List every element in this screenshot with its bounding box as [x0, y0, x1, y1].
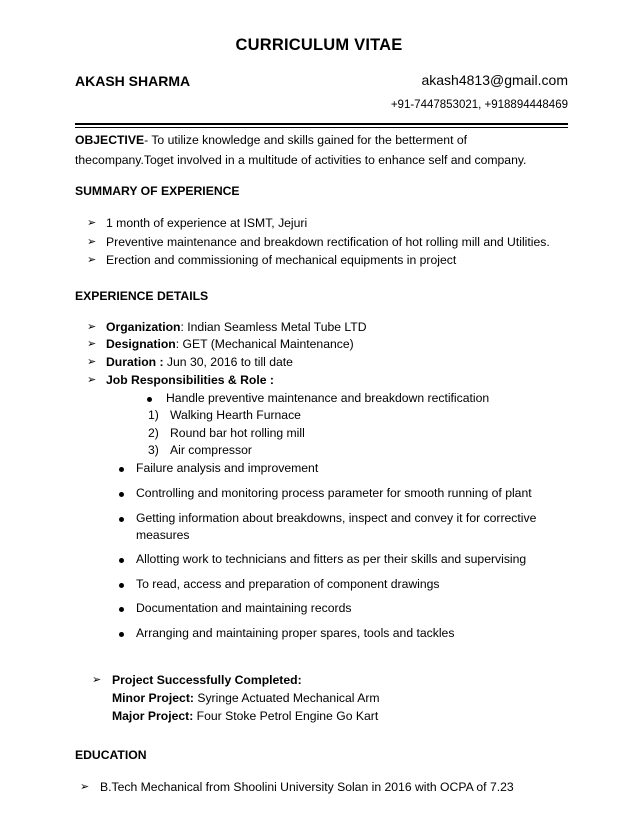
education-item: B.Tech Mechanical from Shoolini University Solan in 2016 with OCPA of 7.23 [100, 780, 514, 794]
responsibility-item: Arranging and maintaining proper spares, tools and tackles [136, 626, 455, 640]
duration-line [106, 355, 293, 369]
arrow-bullet-icon: ➢ [92, 674, 102, 686]
responsibility-item: To read, access and preparation of component drawings [136, 577, 440, 591]
sub-item-number: 3) [148, 443, 159, 457]
major-project-label: Major Project: [112, 709, 194, 723]
experience-heading: EXPERIENCE DETAILS [75, 289, 209, 303]
responsibility-item: Getting information about breakdowns, inspect and convey it for corrective [136, 511, 537, 525]
designation-value: : GET (Mechanical Maintenance) [175, 337, 354, 351]
responsibilities-label: Job Responsibilities & Role : [106, 373, 274, 387]
duration-value: Jun 30, 2016 to till date [163, 355, 293, 369]
bullet-icon [147, 397, 152, 402]
responsibility-item: Handle preventive maintenance and breakdown rectification [166, 391, 490, 405]
candidate-phone: +91-7447853021, +918894448469 [390, 99, 568, 111]
header-rule-thin [75, 127, 568, 128]
bullet-icon [119, 558, 124, 563]
summary-item: 1 month of experience at ISMT, Jejuri [106, 216, 308, 230]
objective-label: OBJECTIVE [75, 133, 145, 147]
arrow-bullet-icon: ➢ [87, 217, 97, 229]
responsibility-item: Controlling and monitoring process parameter for smooth running of plant [136, 486, 532, 500]
sub-item-number: 2) [148, 426, 159, 440]
document-title: CURRICULUM VITAE [235, 36, 403, 54]
organization-value: : Indian Seamless Metal Tube LTD [180, 320, 367, 334]
minor-project-value: Syringe Actuated Mechanical Arm [193, 691, 380, 705]
projects-label: Project Successfully Completed: [112, 673, 302, 687]
responsibility-item: Documentation and maintaining records [136, 601, 352, 615]
minor-project-line [112, 691, 380, 705]
responsibility-item: Failure analysis and improvement [136, 461, 319, 475]
major-project-line [112, 709, 378, 723]
sub-item: Round bar hot rolling mill [170, 426, 305, 440]
arrow-bullet-icon: ➢ [80, 781, 90, 793]
sub-item-number: 1) [148, 408, 159, 422]
sub-item: Air compressor [170, 443, 252, 457]
header-rule-thick [75, 123, 568, 125]
bullet-icon [119, 517, 124, 522]
arrow-bullet-icon: ➢ [87, 374, 97, 386]
responsibility-item-continuation: measures [136, 528, 190, 542]
sub-item: Walking Hearth Furnace [170, 408, 301, 422]
arrow-bullet-icon: ➢ [87, 321, 97, 333]
bullet-icon [119, 632, 124, 637]
arrow-bullet-icon: ➢ [87, 254, 97, 266]
designation-line [106, 337, 354, 351]
arrow-bullet-icon: ➢ [87, 356, 97, 368]
summary-item: Erection and commissioning of mechanical equipments in project [106, 253, 457, 267]
bullet-icon [119, 492, 124, 497]
organization-line [106, 320, 367, 334]
bullet-icon [119, 607, 124, 612]
summary-item: Preventive maintenance and breakdown rectification of hot rolling mill and Utilities. [106, 235, 550, 249]
arrow-bullet-icon: ➢ [87, 236, 97, 248]
bullet-icon [119, 467, 124, 472]
designation-label: Designation [106, 337, 176, 351]
duration-label: Duration : [106, 355, 164, 369]
summary-heading: SUMMARY OF EXPERIENCE [75, 184, 240, 198]
major-project-value: Four Stoke Petrol Engine Go Kart [193, 709, 379, 723]
responsibility-item: Allotting work to technicians and fitters as per their skills and supervising [136, 552, 527, 566]
arrow-bullet-icon: ➢ [87, 338, 97, 350]
bullet-icon [119, 583, 124, 588]
objective-paragraph [75, 130, 568, 170]
education-heading: EDUCATION [75, 748, 147, 762]
minor-project-label: Minor Project: [112, 691, 194, 705]
candidate-name: AKASH SHARMA [75, 73, 191, 89]
candidate-email: akash4813@gmail.com [421, 72, 568, 88]
objective-text: - To utilize knowledge and skills gained for the betterment of thecompany.Toget involved in a multitude of activities to enhance self and company. [75, 133, 527, 167]
organization-label: Organization [106, 320, 181, 334]
